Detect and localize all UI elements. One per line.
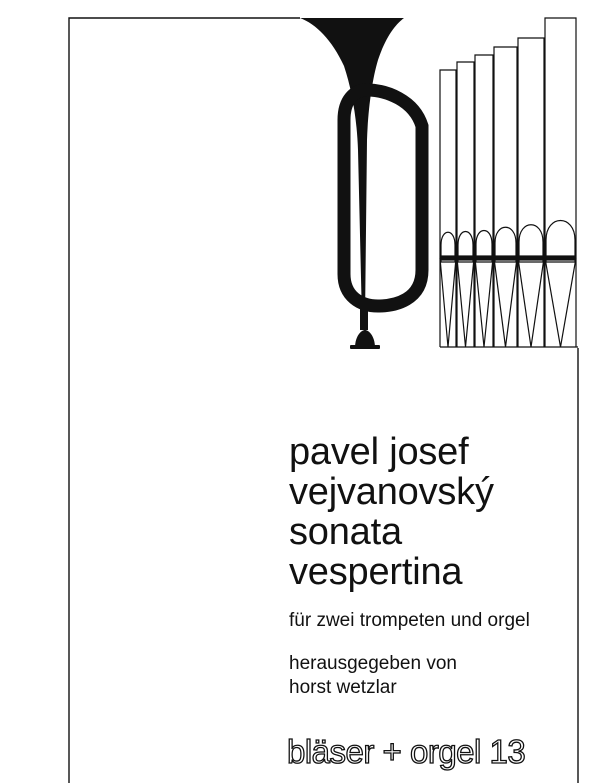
trumpet-icon bbox=[300, 18, 422, 349]
composer-first-name: pavel josef bbox=[289, 431, 469, 473]
organ-pipes-icon bbox=[440, 18, 578, 347]
organ-pipe bbox=[457, 62, 474, 347]
organ-pipe bbox=[475, 55, 493, 347]
organ-pipe bbox=[440, 70, 456, 347]
organ-pipe bbox=[545, 18, 576, 347]
editor-label: herausgegeben von bbox=[289, 653, 457, 674]
title-block bbox=[289, 432, 494, 592]
series-title: bläser + orgel 13 bbox=[287, 733, 526, 770]
instrumentation: für zwei trompeten und orgel bbox=[289, 610, 530, 631]
work-title-line-1: sonata bbox=[289, 511, 402, 553]
composer-last-name: vejvanovský bbox=[289, 471, 494, 513]
organ-pipe bbox=[518, 38, 544, 347]
organ-pipe bbox=[494, 47, 517, 347]
editor-name: horst wetzlar bbox=[289, 677, 397, 698]
work-title-line-2: vespertina bbox=[289, 551, 463, 593]
